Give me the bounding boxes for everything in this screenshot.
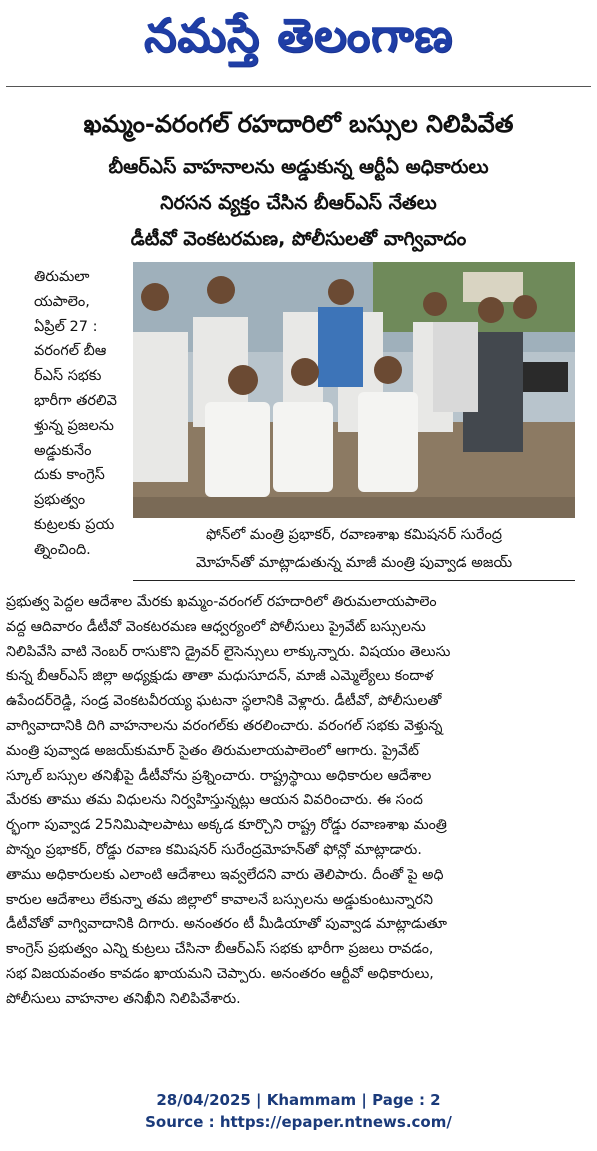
caption-line: మోహన్‌తో మాట్లాడుతున్న మాజీ మంత్రి పువ్వాడ అజయ్: [195, 555, 513, 571]
body-line: ప్రభుత్వ పెద్దల ఆదేశాల మేరకు ఖమ్మం-వరంగల్ రహదారిలో తిరుమలాయపాలెం: [6, 594, 437, 610]
article-body: [6, 590, 587, 1012]
body-line: వాగ్వివాదానికి దిగి వాహనాలను వరంగల్‌కు తరలించారు. వరంగల్ సభకు వెళ్తున్న: [6, 717, 443, 734]
newspaper-logo: నమస్తే తెలంగాణ: [143, 8, 454, 62]
intro-line: తిరుమలా: [34, 269, 90, 285]
intro-line: త్నించింది.: [34, 541, 91, 558]
intro-line: ఏప్రిల్ 27 :: [34, 318, 98, 335]
body-line: డీటీవోతో వాగ్వివాదానికి దిగారు. అనంతరం టీ మీడియాతో పువ్వాడ మాట్లాడుతూ: [6, 916, 447, 933]
body-line: కాంగ్రెస్ ప్రభుత్వం ఎన్ని కుట్రలు చేసినా బీఆర్ఎస్ సభకు భారీగా ప్రజలు రావడం,: [6, 941, 434, 958]
body-line: తాము అధికారులకు ఎలాంటి ఆదేశాలు ఇవ్వలేదని వారు తెలిపారు. దీంతో పై అధి: [6, 866, 444, 883]
body-line: స్కూల్ బస్సుల తనిఖీపై డీటీవోను ప్రశ్నించారు. రాష్ట్రస్థాయి అధికారుల ఆదేశాల: [6, 767, 432, 784]
caption-line: ఫోన్‌లో మంత్రి ప్రభాకర్, రవాణశాఖ కమిషనర్ సురేంద్ర: [205, 527, 503, 543]
masthead-divider: [6, 86, 591, 87]
article-intro-column: [34, 265, 130, 563]
intro-line: ళ్తున్న ప్రజలను: [34, 417, 114, 434]
intro-line: ప్రభుత్వం: [34, 492, 86, 509]
body-line: పోలీసులు వాహనాల తనిఖీని నిలిపివేశారు.: [6, 990, 241, 1007]
intro-line: దుకు కాంగ్రెస్: [34, 467, 105, 484]
body-line: మంత్రి పువ్వాడ అజయ్‌కుమార్ సైతం తిరుమలాయపాలెంలో ఆగారు. ప్రైవేట్: [6, 742, 419, 759]
body-line: కున్న బీఆర్ఎస్ జిల్లా అధ్యక్షుడు తాతా మధుసూదన్, మాజీ ఎమ్మెల్యేలు కందాళ: [6, 668, 434, 685]
intro-line: భారీగా తరలివె: [34, 392, 117, 409]
source-link: Source : https://epaper.ntnews.com/: [145, 1113, 452, 1131]
article-subhead-3: డీటీవో వెంకటరమణ, పోలీసులతో వాగ్వివాదం: [130, 228, 467, 250]
body-line: ఉపేందర్‌రెడ్డి, సండ్ర వెంకటవీరయ్య ఘటనా స్థలానికి వెళ్లారు. డీటీవో, పోలీసులతో: [6, 693, 442, 710]
intro-line: కుట్రలకు ప్రయ: [34, 516, 115, 533]
body-line: మేరకు తాము తమ విధులను నిర్వహిస్తున్నట్లు ఆయన వివరించారు. ఈ సంద: [6, 792, 423, 809]
article-subhead-2: నిరసన వ్యక్తం చేసిన బీఆర్ఎస్ నేతలు: [160, 192, 437, 214]
publication-info: 28/04/2025 | Khammam | Page : 2: [156, 1091, 441, 1109]
masthead: [0, 0, 597, 82]
intro-line: అడ్డుకునేం: [34, 442, 92, 459]
body-line: పొన్నం ప్రభాకర్, రోడ్డు రవాణ కమిషనర్ సురేంద్రమోహన్‌తో ఫోన్లో మాట్లాడారు.: [6, 841, 422, 858]
news-photo: [133, 262, 575, 518]
body-line: కారుల ఆదేశాలు లేకున్నా తమ జిల్లాలో కావాలనే బస్సులను అడ్డుకుంటున్నారని: [6, 891, 434, 908]
body-line: నిలిపివేసి వాటి నెంబర్ రాసుకొని డ్రైవర్ లైసెన్సులు లాక్కున్నారు. విషయం తెలుసు: [6, 643, 451, 660]
intro-line: యపాలెం,: [34, 293, 90, 310]
body-line: ర్భంగా పువ్వాడ 25నిమిషాలపాటు అక్కడ కూర్చొని రాష్ట్ర రోడ్డు రవాణశాఖ మంత్రి: [6, 817, 447, 834]
caption-divider: [133, 580, 575, 581]
intro-line: ర్ఎస్ సభకు: [34, 368, 102, 385]
body-line: సభ విజయవంతం కావడం ఖాయమని చెప్పారు. అనంతరం ఆర్టీవో అధికారులు,: [6, 965, 434, 982]
body-line: వద్ద ఆదివారం డీటీవో వెంకటరమణ ఆధ్వర్యంలో పోలీసులు ప్రైవేట్ బస్సులను: [6, 618, 426, 635]
article-headline: ఖమ్మం-వరంగల్ రహదారిలో బస్సుల నిలిపివేత: [83, 110, 514, 138]
article-subhead-1: బీఆర్ఎస్ వాహనాలను అడ్డుకున్న ఆర్టీఏ అధికారులు: [108, 156, 489, 178]
photo-caption: [133, 521, 575, 577]
intro-line: వరంగల్ బీఆ: [34, 343, 107, 360]
